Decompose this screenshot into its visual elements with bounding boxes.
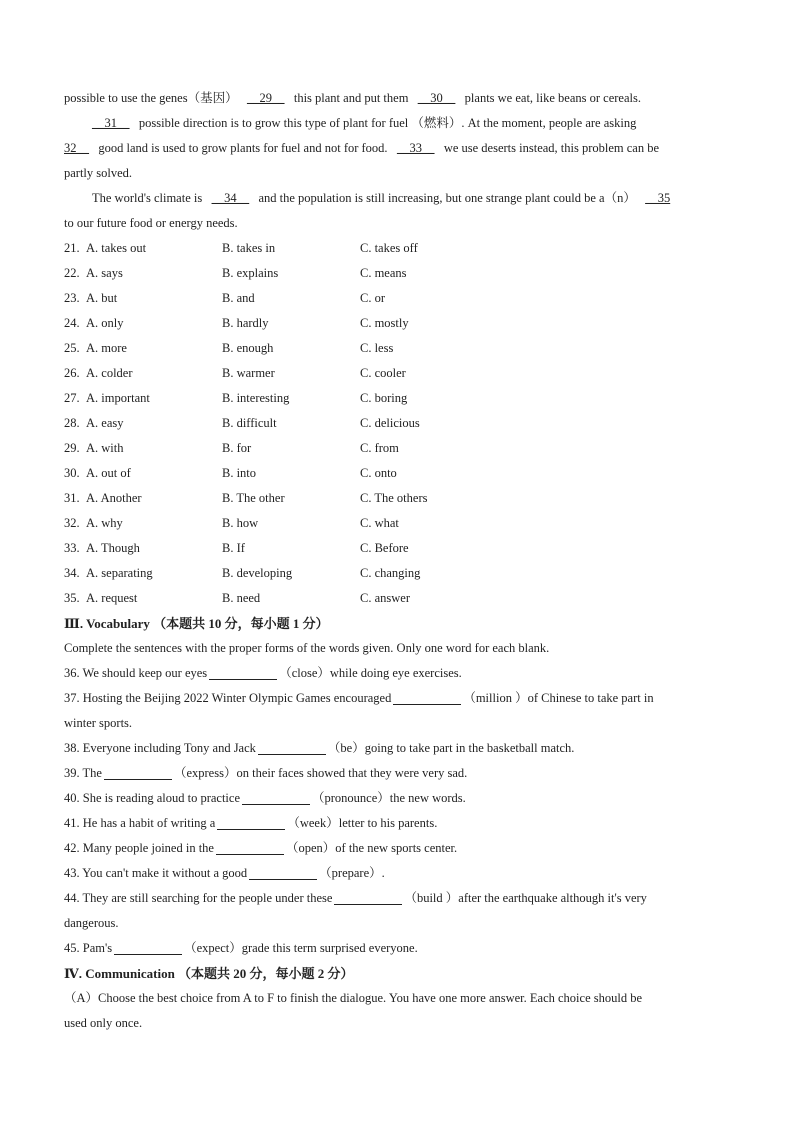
vocab-text: going to take part in the basketball match. (364, 741, 575, 755)
option-c: C. onto (360, 466, 397, 480)
question-number: 28. (64, 416, 80, 430)
blank-33: __33__ (396, 141, 435, 155)
vocab-item (64, 736, 730, 761)
option-a: A. Though (86, 541, 140, 555)
option-c: C. less (360, 341, 394, 355)
vocab-list (64, 661, 730, 961)
question-row (64, 411, 730, 436)
vocab-item (64, 786, 730, 811)
vocab-text: 38. Everyone including Tony and Jack (64, 741, 256, 755)
vocab-text: after the earthquake although it's very (458, 891, 647, 905)
vocab-item (64, 886, 730, 911)
vocab-text: 41. He has a habit of writing a (64, 816, 216, 830)
question-row (64, 486, 730, 511)
option-a: A. request (86, 591, 138, 605)
option-a: A. takes out (86, 241, 147, 255)
option-b: B. enough (222, 341, 274, 355)
option-a: A. with (86, 441, 124, 455)
option-a: A. Another (86, 491, 142, 505)
option-c: C. changing (360, 566, 421, 580)
cloze-text: plants we eat, like beans or cereals. (464, 91, 641, 105)
question-number: 23. (64, 291, 80, 305)
cloze-text: and the population is still increasing, but one strange plant could be a（n） (258, 191, 636, 205)
question-row (64, 261, 730, 286)
question-number: 26. (64, 366, 80, 380)
answer-blank[interactable] (114, 940, 182, 955)
blank-29: __29__ (246, 91, 285, 105)
question-row (64, 461, 730, 486)
option-a: A. only (86, 316, 124, 330)
cloze-text: we use deserts instead, this problem can be (443, 141, 660, 155)
cloze-text: good land is used to grow plants for fuel and not for food. (98, 141, 388, 155)
cloze-line-1 (64, 86, 730, 111)
cloze-text: possible direction is to grow this type of plant for fuel （燃料）. At the moment, people are asking (138, 116, 637, 130)
option-b: B. warmer (222, 366, 275, 380)
option-c: C. cooler (360, 366, 406, 380)
vocab-instruction: Complete the sentences with the proper forms of the words given. Only one word for each blank. (64, 641, 550, 655)
vocab-text: letter to his parents. (338, 816, 438, 830)
cloze-text: The world's climate is (92, 191, 203, 205)
option-b: B. for (222, 441, 252, 455)
blank-30: __30__ (417, 91, 456, 105)
question-row (64, 511, 730, 536)
option-b: B. developing (222, 566, 293, 580)
word-hint: （prepare） (319, 866, 382, 880)
option-b: B. The other (222, 491, 285, 505)
question-row (64, 386, 730, 411)
vocab-text: of Chinese to take part in (527, 691, 654, 705)
cloze-line-6 (64, 211, 730, 236)
vocab-item (64, 861, 730, 886)
question-number: 29. (64, 441, 80, 455)
question-row (64, 436, 730, 461)
option-a: A. colder (86, 366, 133, 380)
option-c: C. The others (360, 491, 428, 505)
word-hint: （build ） (404, 891, 459, 905)
option-a: A. why (86, 516, 123, 530)
question-number: 24. (64, 316, 80, 330)
question-row (64, 361, 730, 386)
answer-blank[interactable] (242, 790, 310, 805)
word-hint: （pronounce） (312, 791, 390, 805)
option-c: C. means (360, 266, 407, 280)
option-c: C. what (360, 516, 399, 530)
option-c: C. delicious (360, 416, 420, 430)
comm-instruction-line-2: used only once. (64, 1016, 143, 1030)
cloze-text: to our future food or energy needs. (64, 216, 238, 230)
answer-blank[interactable] (334, 890, 402, 905)
option-a: A. out of (86, 466, 131, 480)
question-number: 21. (64, 241, 80, 255)
word-hint: （week） (287, 816, 339, 830)
section-heading-vocabulary: Ⅲ. Vocabulary （本题共 10 分，每小题 1 分） (64, 616, 329, 631)
vocab-item (64, 761, 730, 786)
vocab-text: 39. The (64, 766, 102, 780)
question-number: 25. (64, 341, 80, 355)
option-c: C. takes off (360, 241, 418, 255)
question-row (64, 336, 730, 361)
question-number: 34. (64, 566, 80, 580)
option-c: C. or (360, 291, 385, 305)
blank-32: 32__ (64, 141, 89, 155)
question-number: 27. (64, 391, 80, 405)
answer-blank[interactable] (249, 865, 317, 880)
option-b: B. If (222, 541, 245, 555)
word-hint: （million ） (463, 691, 528, 705)
vocab-text: grade this term surprised everyone. (241, 941, 418, 955)
option-b: B. how (222, 516, 259, 530)
question-row (64, 236, 730, 261)
vocab-text: 40. She is reading aloud to practice (64, 791, 240, 805)
cloze-line-5 (64, 186, 730, 211)
vocab-item (64, 661, 730, 686)
option-c: C. answer (360, 591, 410, 605)
question-number: 35. (64, 591, 80, 605)
option-b: B. explains (222, 266, 279, 280)
vocab-continuation: winter sports. (64, 716, 133, 730)
vocab-text: on their faces showed that they were very sad. (236, 766, 468, 780)
answer-blank[interactable] (216, 840, 284, 855)
vocab-item (64, 811, 730, 836)
blank-34: __34__ (211, 191, 250, 205)
question-row (64, 586, 730, 611)
answer-blank[interactable] (393, 690, 461, 705)
answer-blank[interactable] (217, 815, 285, 830)
cloze-line-2 (64, 111, 730, 136)
question-number: 30. (64, 466, 80, 480)
word-hint: （close） (279, 666, 330, 680)
vocab-text: 43. You can't make it without a good (64, 866, 248, 880)
vocab-text: the new words. (389, 791, 466, 805)
cloze-line-4 (64, 161, 730, 186)
question-row (64, 286, 730, 311)
option-a: A. but (86, 291, 118, 305)
word-hint: （be） (327, 741, 365, 755)
option-b: B. and (222, 291, 255, 305)
cloze-text: possible to use the genes（基因） (64, 91, 238, 105)
option-a: A. important (86, 391, 150, 405)
cloze-text: partly solved. (64, 166, 133, 180)
vocab-text: while doing eye exercises. (329, 666, 462, 680)
vocab-text: of the new sports center. (335, 841, 458, 855)
exam-page (64, 86, 730, 1036)
cloze-text: this plant and put them (293, 91, 409, 105)
option-a: A. says (86, 266, 123, 280)
cloze-line-3 (64, 136, 730, 161)
vocab-text: 37. Hosting the Beijing 2022 Winter Olympic Games encouraged (64, 691, 392, 705)
word-hint: （open） (285, 841, 336, 855)
vocab-item (64, 936, 730, 961)
vocab-text: 44. They are still searching for the people under these (64, 891, 333, 905)
vocab-text: 36. We should keep our eyes (64, 666, 208, 680)
option-a: A. separating (86, 566, 153, 580)
option-a: A. more (86, 341, 127, 355)
answer-blank[interactable] (258, 740, 326, 755)
question-number: 31. (64, 491, 80, 505)
blank-31: __31__ (92, 116, 130, 130)
comm-instruction-line-1: （A）Choose the best choice from A to F to finish the dialogue. You have one more answer. Each choice should be (64, 991, 643, 1005)
vocab-item (64, 686, 730, 711)
question-number: 32. (64, 516, 80, 530)
question-row (64, 536, 730, 561)
question-number: 33. (64, 541, 80, 555)
option-b: B. hardly (222, 316, 269, 330)
vocab-text: 42. Many people joined in the (64, 841, 214, 855)
option-b: B. difficult (222, 416, 277, 430)
question-list (64, 236, 730, 611)
vocab-text: . (381, 866, 385, 880)
question-row (64, 561, 730, 586)
question-number: 22. (64, 266, 80, 280)
option-b: B. takes in (222, 241, 276, 255)
option-c: C. from (360, 441, 399, 455)
option-c: C. boring (360, 391, 408, 405)
answer-blank[interactable] (209, 665, 277, 680)
option-b: B. into (222, 466, 257, 480)
vocab-text: 45. Pam's (64, 941, 113, 955)
blank-35: __35 (645, 191, 671, 205)
question-row (64, 311, 730, 336)
vocab-continuation: dangerous. (64, 916, 119, 930)
option-a: A. easy (86, 416, 124, 430)
option-b: B. need (222, 591, 261, 605)
word-hint: （express） (173, 766, 237, 780)
answer-blank[interactable] (104, 765, 172, 780)
option-c: C. mostly (360, 316, 409, 330)
option-b: B. interesting (222, 391, 290, 405)
option-c: C. Before (360, 541, 409, 555)
vocab-item (64, 836, 730, 861)
section-heading-communication: Ⅳ. Communication （本题共 20 分，每小题 2 分） (64, 966, 354, 981)
word-hint: （expect） (184, 941, 242, 955)
